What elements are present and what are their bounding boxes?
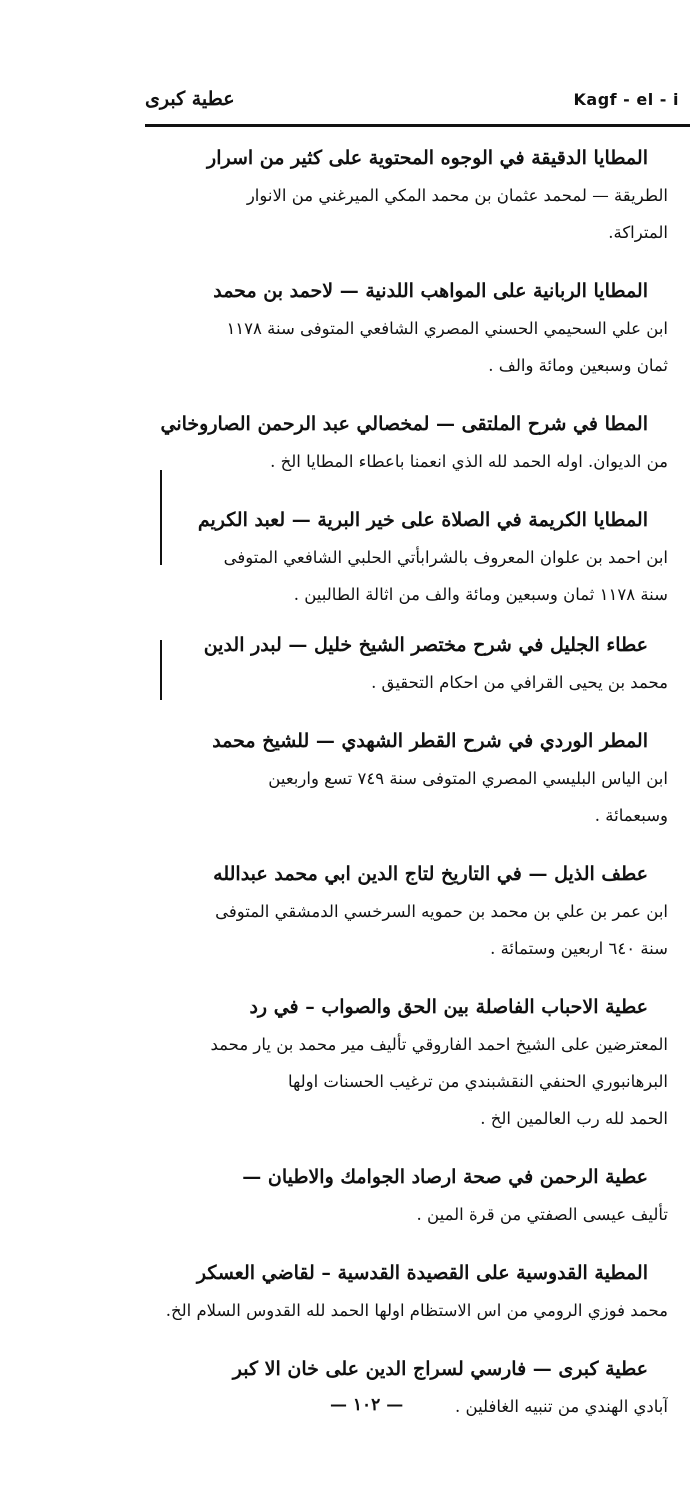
entry-heading-line: المطية القدوسية على القصيدة القدسية – لقاضي العسكر — [196, 1262, 648, 1284]
entry-heading-line: المطايا الكريمة في الصلاة على خير البرية — لعبد الكريم — [197, 509, 648, 531]
entry-text-line: ابن عمر بن علي بن محمد بن حمويه السرخسي الدمشقي المتوفى — [215, 902, 668, 921]
entry-text-line: محمد بن يحيى القرافي من احكام التحقيق . — [371, 673, 668, 692]
bibliography-entry — [160, 406, 668, 480]
bibliography-entry — [160, 627, 668, 701]
entry-text-line: البرهانبوري الحنفي النقشبندي من ترغيب الحسنات اولها — [287, 1072, 668, 1091]
bibliography-entry — [160, 856, 668, 967]
entry-heading-line: عطية الاحباب الفاصلة بين الحق والصواب – في رد — [249, 996, 648, 1018]
entry-text-line: من الديوان. اوله الحمد لله الذي انعمنا باعطاء المطايا الخ . — [270, 452, 668, 471]
entry-heading-line: المطايا الدقيقة في الوجوه المحتوية على كثير من اسرار — [207, 147, 648, 169]
range-label: Kagf - el - i — [573, 90, 679, 109]
entry-text-line: المعترضين على الشيخ احمد الفاروقي تأليف مير محمد بن يار محمد — [210, 1035, 668, 1054]
entry-heading-line: المطايا الربانية على المواهب اللدنية — لاحمد بن محمد — [213, 280, 648, 302]
bibliography-entry — [160, 1351, 668, 1425]
entry-text-line: ثمان وسبعين ومائة والف . — [488, 356, 668, 375]
entry-text-line: ابن علي السحيمي الحسني المصري الشافعي المتوفى سنة ١١٧٨ — [226, 319, 668, 338]
entry-text-line: الحمد لله رب العالمين الخ . — [480, 1109, 668, 1128]
bibliography-entry — [160, 502, 668, 613]
entry-text-line: ابن احمد بن علوان المعروف بالشرابأتي الحلبي الشافعي المتوفى — [223, 548, 668, 567]
bibliography-entry — [160, 273, 668, 384]
entry-text-line: وسبعمائة . — [594, 806, 668, 825]
entry-text-line: المتراكة. — [608, 223, 668, 242]
page-number: — ١٠٢ — — [330, 1395, 404, 1415]
entry-text-line: سنة ١١٧٨ ثمان وسبعين ومائة والف من اثالة الطالبين . — [293, 585, 668, 604]
entry-heading-line: عطاء الجليل في شرح مختصر الشيخ خليل — لبدر الدين — [203, 634, 648, 656]
entry-heading-line: عطف الذيل — في التاريخ لتاج الدين ابي محمد عبدالله — [213, 863, 648, 885]
entry-heading-line: عطية الرحمن في صحة ارصاد الجوامك والاطيان — — [242, 1166, 648, 1188]
bibliography-entry — [160, 140, 668, 251]
entry-text-line: ابن الياس البليسي المصري المتوفى سنة ٧٤٩ تسع واربعين — [268, 769, 668, 788]
entry-text-line: تأليف عيسى الصفتي من قرة المين . — [416, 1205, 668, 1224]
bibliography-entry — [160, 723, 668, 834]
entry-heading-line: المطر الوردي في شرح القطر الشهدي — للشيخ محمد — [212, 730, 648, 752]
header-rule — [145, 124, 690, 127]
entry-text-line: آبادي الهندي من تنبيه الغافلين . — [455, 1397, 668, 1416]
entry-list — [160, 140, 668, 1447]
bibliography-entry — [160, 1159, 668, 1233]
entry-heading-line: عطية كبرى — فارسي لسراج الدين على خان الا كبر — [232, 1358, 648, 1380]
entry-heading-line: المطا في شرح الملتقى — لمخصالي عبد الرحمن الصاروخاني — [160, 413, 648, 435]
entry-text-line: الطريقة — لمحمد عثمان بن محمد المكي الميرغني من الانوار — [246, 186, 668, 205]
bibliography-entry — [160, 989, 668, 1137]
entry-text-line: محمد فوزي الرومي من اس الاستظام اولها الحمد لله القدوس السلام الخ. — [165, 1301, 668, 1320]
bibliography-entry — [160, 1255, 668, 1329]
entry-text-line: سنة ٦٤٠ اربعين وستمائة . — [490, 939, 668, 958]
running-title: عطية كبرى — [145, 88, 235, 110]
